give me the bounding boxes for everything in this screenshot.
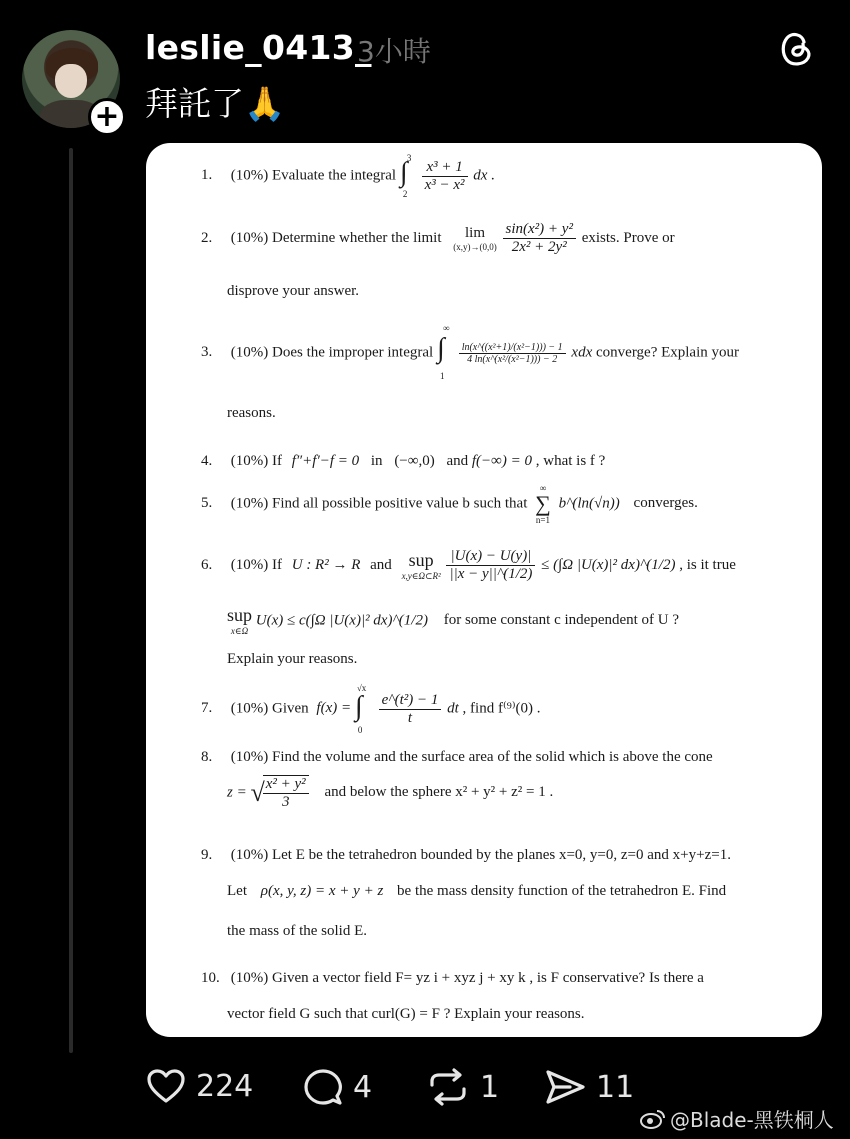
comment-count: 4	[353, 1069, 373, 1105]
integral-sign: ∫ √x 0	[354, 683, 367, 735]
question-number: 6.	[201, 556, 213, 573]
integrand: $\frac{\text{e\textasciicircum{}(t²) − 1}}{t}$	[379, 692, 442, 727]
repost-button[interactable]	[426, 1068, 499, 1106]
question-tail: converge? Explain your	[596, 344, 740, 361]
plus-icon: +	[94, 99, 120, 134]
supremum: sup x,y∈Ω⊂R²	[401, 549, 441, 581]
question-number: 10.	[201, 970, 220, 986]
like-count: 224	[196, 1068, 254, 1104]
question-8: 8. (10%) Find the volume and the surface area of the solid which is above the cone	[201, 749, 713, 765]
exam-image	[146, 143, 822, 1037]
question-number: 5.	[201, 495, 213, 512]
holder-quotient: $\frac{|U(x) - U(y)|}{||x - y||\^{}(1/2)}$	[446, 548, 535, 583]
root-sign: √	[250, 778, 265, 807]
question-2	[201, 221, 675, 256]
limit-expression: $\frac{\text{sin(x²) + y²}}{\text{2x² + 2y²}}$	[503, 221, 576, 256]
integrand: $\frac{\text{x³ + 1}}{\text{x³ − x²}}$	[422, 159, 468, 194]
root-fraction: $\frac{\text{x² + y²}}{3}$	[263, 775, 309, 811]
question-8-line-2: z = √ $\frac{\text{x² + y²}}{3}$ and below the sphere x² + y² + z² = 1 .	[227, 776, 554, 810]
watermark-text: @Blade-黑铁桐人	[670, 1108, 834, 1132]
question-3-line-2: reasons.	[227, 405, 276, 421]
question-6-line-2: sup x∈Ω U(x) ≤ c(∫Ω |U(x)|² dx)^(1/2) for some constant c independent of U ?	[227, 605, 680, 636]
send-icon	[544, 1068, 586, 1106]
question-9-line-3: the mass of the solid E.	[227, 923, 367, 939]
thread-line	[69, 148, 73, 1053]
watermark	[640, 1104, 834, 1133]
question-number: 3.	[201, 344, 213, 361]
threads-logo-icon[interactable]	[778, 28, 814, 68]
integrand: $\frac{\text{ln(x\textasciicircum{}((x²+1)/(x²−1))) − 1}}{\text{4 ln(x\textasciicircum{}(x²/(x²−1))) − 2}}$	[459, 342, 566, 365]
question-number: 2.	[201, 229, 213, 246]
question-3: 3. (10%) Does the improper integral ∫ ∞ 1 $\frac{\text{ln(x\textasciicircum{}((x²+1)/(x²−1))) − 1}}{\text{4 ln(x\textasciicircum{}(x²/(x²−1))) − 2}}$ xdx converge? Explain your	[201, 323, 740, 381]
repost-count: 1	[480, 1069, 500, 1105]
question-9: 9. (10%) Let E be the tetrahedron bounded by the planes x=0, y=0, z=0 and x+y+z=1.	[201, 847, 731, 863]
integral-sign: ∫ 3 2	[399, 153, 412, 199]
question-6-line-3: Explain your reasons.	[227, 651, 358, 667]
question-number: 1.	[201, 167, 213, 184]
follow-button[interactable]	[88, 98, 126, 136]
integral-sign: ∫ ∞ 1	[436, 323, 450, 381]
question-tail: exists. Prove or	[581, 229, 675, 246]
question-7: 7. (10%) Given f(x) = ∫ √x 0 $\frac{\text{e\textasciicircum{}(t²) − 1}}{t}$ dt , find f⁽⁹⁾(0) .	[201, 683, 541, 735]
question-10-line-2: vector field G such that curl(G) = F ? Explain your reasons.	[227, 1006, 585, 1022]
weibo-logo-icon	[640, 1108, 666, 1130]
like-button[interactable]	[146, 1068, 253, 1104]
comment-icon	[303, 1068, 343, 1106]
question-text: (10%) Does the improper integral	[230, 344, 434, 361]
question-2-line-2: disprove your answer.	[227, 283, 360, 299]
question-1	[201, 153, 495, 199]
username[interactable]: leslie_0413_	[145, 28, 372, 67]
avatar-face	[55, 64, 87, 98]
question-number: 8.	[201, 749, 213, 765]
limit: lim (x,y)→(0,0)	[453, 225, 497, 252]
repost-icon	[426, 1068, 470, 1106]
question-6: 6. (10%) If U : R² → R and sup x,y∈Ω⊂R² $\frac{|U(x) - U(y)|}{||x - y||\^{}(1/2)}$ ≤ (∫Ω |U(x)|² dx)^(1/2) , is it true	[201, 548, 736, 582]
question-10: 10. (10%) Given a vector field F= yz i + xyz j + xy k , is F conservative? Is there a	[201, 970, 704, 986]
summation: ∞ ∑ n=1	[535, 483, 551, 525]
question-number: 4.	[201, 453, 213, 469]
question-4: 4. (10%) If f″+f′−f = 0 in (−∞,0) and f(−∞) = 0 , what is f ?	[201, 453, 606, 469]
question-text: (10%) Determine whether the limit	[230, 229, 442, 246]
question-text: (10%) Evaluate the integral	[230, 167, 397, 184]
question-number: 7.	[201, 700, 213, 717]
question-number: 9.	[201, 847, 213, 863]
question-tail: dx .	[473, 167, 495, 184]
timestamp: 3小時	[357, 35, 431, 68]
heart-icon	[146, 1068, 186, 1104]
share-count: 11	[596, 1069, 635, 1105]
share-button[interactable]	[544, 1068, 634, 1106]
question-5: 5. (10%) Find all possible positive value b such that ∞ ∑ n=1 b^(ln(√n)) converges.	[201, 483, 698, 525]
supremum: sup x∈Ω	[227, 605, 253, 636]
post-text: 拜託了🙏	[145, 84, 286, 123]
comment-button[interactable]	[303, 1068, 372, 1106]
question-9-line-2: Let ρ(x, y, z) = x + y + z be the mass density function of the tetrahedron E. Find	[227, 883, 727, 899]
